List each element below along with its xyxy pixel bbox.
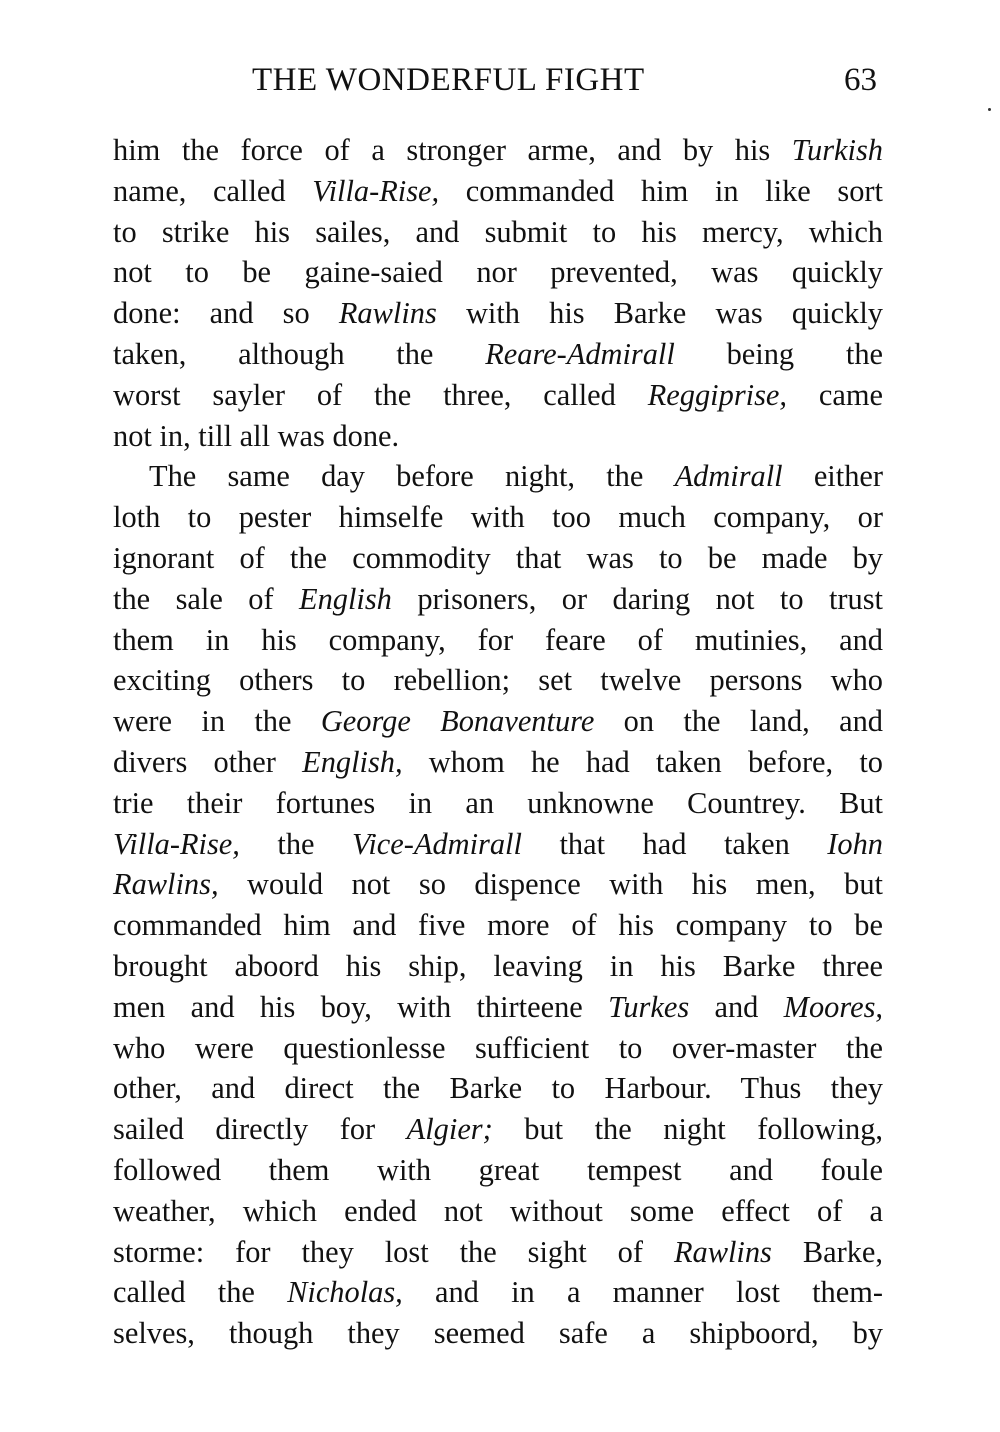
page-number: 63 (844, 62, 877, 98)
text-segment: were in the (113, 704, 321, 739)
italic-segment: Algier; (406, 1112, 493, 1147)
text-segment: brought aboord his ship, leaving in his Barke three (113, 948, 883, 983)
italic-segment: Turkish (791, 133, 883, 167)
italic-segment: Rawlins (673, 1234, 772, 1269)
text-segment: sailed directly for (113, 1112, 407, 1147)
text-line (113, 375, 883, 416)
text-line (113, 293, 883, 334)
text-segment: who were questionlesse sufficient to over-master the (113, 1030, 883, 1065)
text-line (113, 824, 883, 865)
text-line (113, 579, 883, 620)
italic-segment: George Bonaventure (320, 704, 595, 739)
text-line (113, 905, 883, 946)
text-segment: commanded him and five more of his company to be (113, 908, 883, 943)
text-segment: with his Barke was quickly (436, 296, 884, 331)
text-line (113, 334, 883, 375)
text-line (113, 130, 883, 171)
text-segment: came (787, 377, 884, 412)
italic-segment: Nicholas, (287, 1275, 403, 1310)
text-line (113, 1272, 883, 1313)
italic-segment: English (299, 581, 392, 616)
italic-segment: Iohn (827, 826, 883, 861)
text-segment: exciting others to rebellion; set twelve persons who (113, 663, 883, 698)
italic-segment: Reare-Admirall (485, 336, 675, 371)
running-header (0, 62, 1000, 106)
text-segment: commanded him in like sort (439, 173, 883, 208)
text-segment: divers other (113, 744, 303, 779)
italic-segment: Reggiprise, (647, 377, 788, 412)
text-segment: called the (113, 1275, 288, 1310)
italic-segment: Villa-Rise, (113, 826, 240, 861)
text-segment: selves, though they seemed safe a shipboord, by (113, 1316, 883, 1351)
text-segment: done: and so (113, 296, 339, 331)
text-segment: The same day before night, the (149, 459, 675, 494)
italic-segment: Rawlins (338, 296, 437, 331)
text-segment: would not so dispence with his men, but (218, 867, 883, 902)
text-segment: trie their fortunes in an unknowne Countrey. But (113, 785, 883, 820)
text-line (113, 864, 883, 905)
text-segment: followed them with great tempest and foule (113, 1152, 883, 1187)
text-line (113, 416, 883, 457)
text-line (113, 987, 883, 1028)
text-segment: men and his boy, with thirteene (113, 989, 609, 1024)
text-segment: and in a manner lost them- (402, 1275, 883, 1310)
text-segment: worst sayler of the three, called (113, 377, 648, 412)
text-segment: whom he had taken before, to (402, 744, 883, 779)
text-line (113, 1028, 883, 1069)
text-segment: storme: for they lost the sight of (113, 1234, 674, 1269)
italic-segment: Admirall (674, 459, 783, 494)
text-line (113, 1313, 883, 1354)
text-segment: either (782, 459, 884, 494)
text-line (113, 1232, 883, 1273)
text-segment: name, called (113, 173, 313, 208)
text-line (113, 538, 883, 579)
text-segment: and (689, 989, 784, 1024)
text-segment: the sale of (113, 581, 300, 616)
specks (988, 108, 991, 111)
italic-segment: Villa-Rise, (312, 173, 440, 208)
text-line (113, 783, 883, 824)
body-text (113, 130, 883, 1354)
italic-segment: English, (302, 744, 403, 779)
text-segment: on the land, and (594, 704, 883, 739)
text-line (113, 660, 883, 701)
italic-segment: Rawlins, (113, 867, 219, 902)
text-line (113, 497, 883, 538)
text-segment: not in, till all was done. (113, 418, 400, 453)
text-line (113, 252, 883, 293)
text-line (113, 171, 883, 212)
text-segment: him the force of a stronger arme, and by his (113, 133, 792, 167)
text-line (113, 456, 883, 497)
text-segment: them in his company, for feare of mutinies, and (113, 622, 883, 657)
text-segment: weather, which ended not without some effect of a (113, 1193, 883, 1228)
text-segment: taken, although the (113, 336, 486, 371)
italic-segment: Moores, (783, 989, 883, 1024)
text-line (113, 1191, 883, 1232)
running-title: THE WONDERFUL FIGHT (252, 62, 645, 98)
text-segment: to strike his sailes, and submit to his mercy, which (113, 214, 883, 249)
text-segment: other, and direct the Barke to Harbour. Thus they (113, 1071, 883, 1106)
text-segment: but the night following, (492, 1112, 884, 1147)
text-line (113, 1109, 883, 1150)
italic-segment: Vice-Admirall (352, 826, 522, 861)
text-segment: prisoners, or daring not to trust (391, 581, 883, 616)
text-line (113, 742, 883, 783)
text-segment: not to be gaine-saied nor prevented, was quickly (113, 255, 883, 290)
italic-segment: Turkes (608, 989, 690, 1024)
text-line (113, 212, 883, 253)
text-segment: that had taken (521, 826, 828, 861)
text-line (113, 701, 883, 742)
text-segment: loth to pester himselfe with too much company, or (113, 500, 883, 535)
text-line (113, 946, 883, 987)
text-line (113, 1150, 883, 1191)
text-segment: being the (674, 336, 884, 371)
text-segment: ignorant of the commodity that was to be made by (113, 540, 883, 575)
text-line (113, 620, 883, 661)
text-segment: Barke, (771, 1234, 883, 1269)
text-line (113, 1068, 883, 1109)
text-segment: the (239, 826, 353, 861)
